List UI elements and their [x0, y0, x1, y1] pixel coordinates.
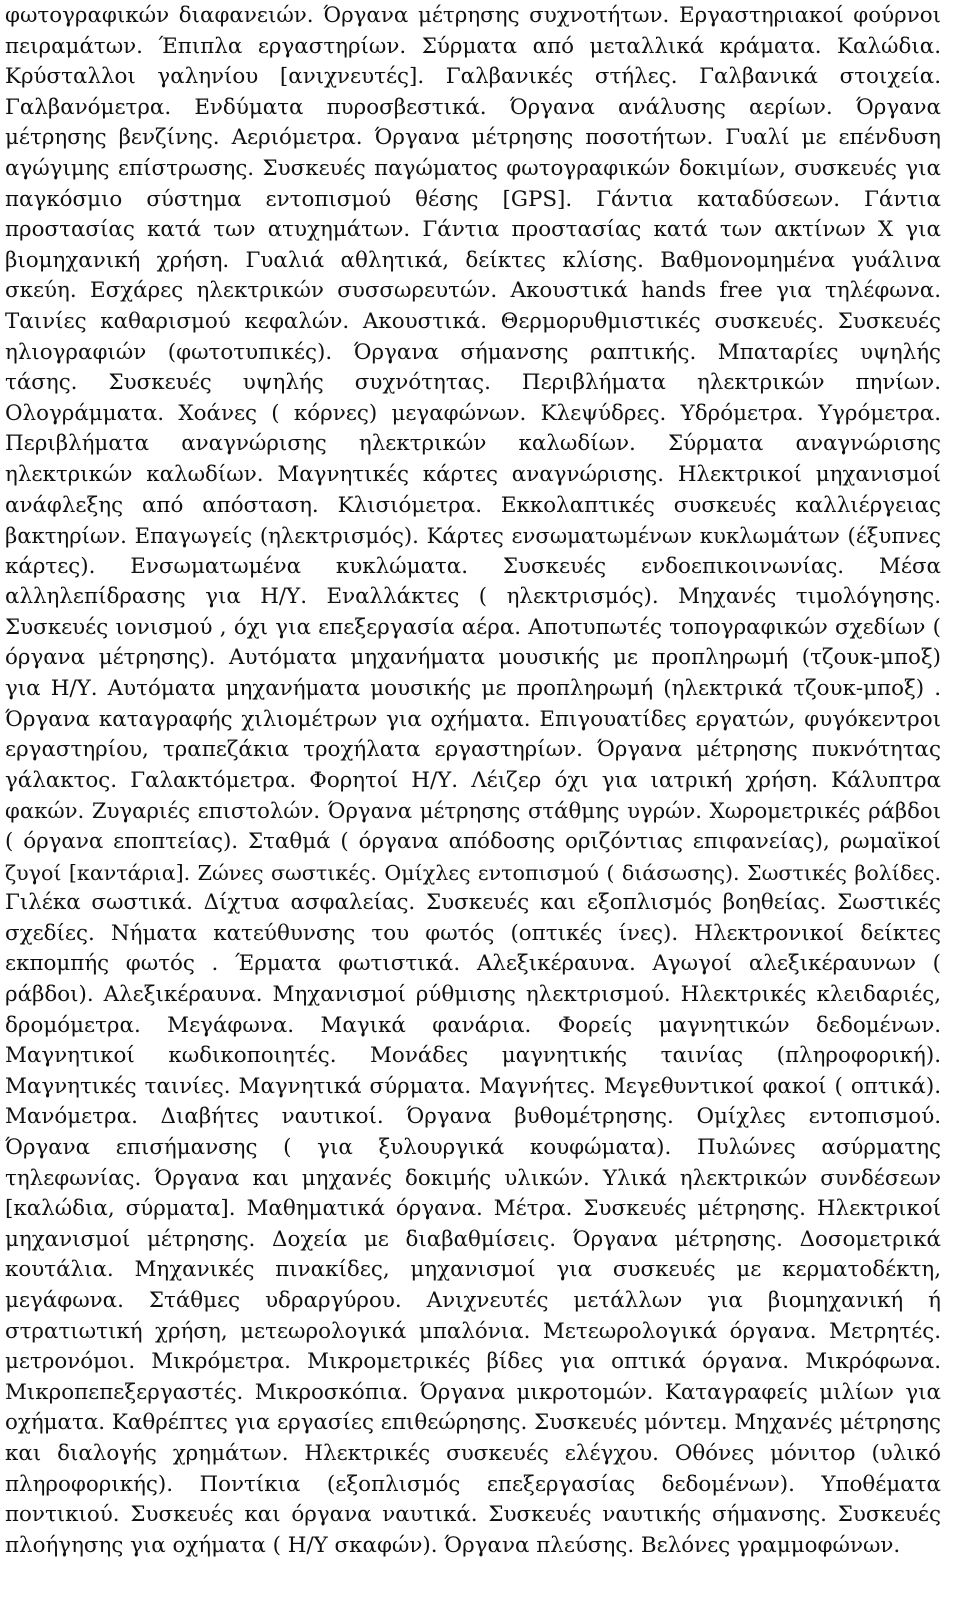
text-line: οχήματα. Καθρέπτες για εργασίες επιθεώρησης. Συσκευές μόντεμ. Μηχανές μέτρησης	[5, 1410, 941, 1436]
text-line: φακών. Ζυγαριές επιστολών. Όργανα μέτρησης στάθμης υγρών. Χωρομετρικές ράβδοι	[5, 798, 941, 824]
text-line: για Η/Υ. Αυτόματα μηχανήματα μουσικής με προπληρωμή (ηλεκτρικά τζουκ-μποξ) .	[5, 676, 941, 702]
text-line: Συσκευές ιονισμού , όχι για επεξεργασία αέρα. Αποτυπωτές τοπογραφικών σχεδίων (	[5, 614, 941, 640]
text-line: εκπομπής φωτός . Έρματα φωτιστικά. Αλεξικέραυνα. Αγωγοί αλεξικέραυνων (	[5, 951, 941, 977]
text-line: μέτρησης βενζίνης. Αεριόμετρα. Όργανα μέτρησης ποσοτήτων. Γυαλί με επένδυση	[5, 125, 941, 151]
text-line: Περιβλήματα αναγνώρισης ηλεκτρικών καλωδίων. Σύρματα αναγνώρισης	[5, 431, 941, 457]
text-line: μετρονόμοι. Μικρόμετρα. Μικρομετρικές βίδες για οπτικά όργανα. Μικρόφωνα.	[5, 1349, 941, 1375]
text-line: Γιλέκα σωστικά. Δίχτυα ασφαλείας. Συσκευές και εξοπλισμός βοηθείας. Σωστικές	[5, 890, 941, 916]
text-line: όργανα μέτρησης). Αυτόματα μηχανήματα μουσικής με προπληρωμή (τζουκ-μποξ)	[5, 645, 941, 671]
text-line: Ταινίες καθαρισμού κεφαλών. Ακουστικά. Θερμορυθμιστικές συσκευές. Συσκευές	[5, 308, 941, 334]
text-line: τάσης. Συσκευές υψηλής συχνότητας. Περιβλήματα ηλεκτρικών πηνίων.	[5, 370, 941, 396]
text-line: Κρύσταλλοι γαληνίου [ανιχνευτές]. Γαλβανικές στήλες. Γαλβανικά στοιχεία.	[5, 64, 941, 90]
text-line: κουτάλια. Μηχανικές πινακίδες, μηχανισμοί για συσκευές με κερματοδέκτη,	[5, 1257, 941, 1283]
text-line: μηχανισμοί μέτρησης. Δοχεία με διαβαθμίσεις. Όργανα μέτρησης. Δοσομετρικά	[5, 1226, 941, 1252]
text-line: Όργανα επισήμανσης ( για ξυλουργικά κουφώματα). Πυλώνες ασύρματης	[5, 1134, 941, 1160]
text-line: προστασίας κατά των ατυχημάτων. Γάντια προστασίας κατά των ακτίνων Χ για	[5, 217, 941, 243]
text-line: σχεδίες. Νήματα κατεύθυνσης του φωτός (οπτικές ίνες). Ηλεκτρονικοί δείκτες	[5, 920, 941, 946]
text-line: εργαστηρίου, τραπεζάκια τροχήλατα εργαστηρίων. Όργανα μέτρησης πυκνότητας	[5, 737, 941, 763]
text-line: σκεύη. Εσχάρες ηλεκτρικών συσσωρευτών. Ακουστικά hands free για τηλέφωνα.	[5, 278, 941, 304]
text-line: κάρτες). Ενσωματωμένα κυκλώματα. Συσκευές ενδοεπικοινωνίας. Μέσα	[5, 553, 941, 579]
text-line: ζυγοί [καντάρια]. Ζώνες σωστικές. Ομίχλες εντοπισμού ( διάσωσης). Σωστικές βολίδες.	[5, 860, 941, 885]
text-line: φωτογραφικών διαφανειών. Όργανα μέτρησης συχνοτήτων. Εργαστηριακοί φούρνοι	[5, 3, 941, 28]
text-line: ποντικιού. Συσκευές και όργανα ναυτικά. Συσκευές ναυτικής σήμανσης. Συσκευές	[5, 1502, 941, 1528]
text-line: ηλιογραφιών (φωτοτυπικές). Όργανα σήμανσης ραπτικής. Μπαταρίες υψηλής	[5, 339, 941, 365]
text-line: [καλώδια, σύρματα]. Μαθηματικά όργανα. Μέτρα. Συσκευές μέτρησης. Ηλεκτρικοί	[5, 1196, 941, 1222]
text-line: ηλεκτρικών καλωδίων. Μαγνητικές κάρτες αναγνώρισης. Ηλεκτρικοί μηχανισμοί	[5, 461, 941, 487]
text-line: παγκόσμιο σύστημα εντοπισμού θέσης [GPS]. Γάντια καταδύσεων. Γάντια	[5, 186, 941, 212]
text-line: Μανόμετρα. Διαβήτες ναυτικοί. Όργανα βυθομέτρησης. Ομίχλες εντοπισμού.	[5, 1104, 941, 1130]
text-line: βιομηχανική χρήση. Γυαλιά αθλητικά, δείκτες κλίσης. Βαθμονομημένα γυάλινα	[5, 247, 941, 273]
text-line: τηλεφωνίας. Όργανα και μηχανές δοκιμής υλικών. Υλικά ηλεκτρικών συνδέσεων	[5, 1165, 941, 1191]
text-line: βακτηρίων. Επαγωγείς (ηλεκτρισμός). Κάρτες ενσωματωμένων κυκλωμάτων (έξυπνες	[5, 523, 941, 549]
text-line: αγώγιμης επίστρωσης. Συσκευές παγώματος φωτογραφικών δοκιμίων, συσκευές για	[5, 155, 941, 181]
text-line: Μαγνητικές ταινίες. Μαγνητικά σύρματα. Μαγνήτες. Μεγεθυντικοί φακοί ( οπτικά).	[5, 1073, 941, 1099]
text-line: πειραμάτων. Έπιπλα εργαστηρίων. Σύρματα από μεταλλικά κράματα. Καλώδια.	[5, 33, 941, 59]
text-line: πληροφορικής). Ποντίκια (εξοπλισμός επεξεργασίας δεδομένων). Υποθέματα	[5, 1471, 941, 1497]
text-line: δρομόμετρα. Μεγάφωνα. Μαγικά φανάρια. Φορείς μαγνητικών δεδομένων.	[5, 1012, 941, 1038]
text-line: πλοήγησης για οχήματα ( Η/Υ σκαφών). Όργανα πλεύσης. Βελόνες γραμμοφώνων.	[5, 1532, 901, 1558]
text-line: ανάφλεξης από απόσταση. Κλισιόμετρα. Εκκολαπτικές συσκευές καλλιέργειας	[5, 492, 941, 518]
text-line: ( όργανα εποπτείας). Σταθμά ( όργανα απόδοσης οριζόντιας επιφανείας), ρωμαϊκοί	[5, 829, 941, 855]
text-line: Μαγνητικοί κωδικοποιητές. Μονάδες μαγνητικής ταινίας (πληροφορική).	[5, 1043, 941, 1069]
text-line: Μικροπεπεξεργαστές. Μικροσκόπια. Όργανα μικροτομών. Καταγραφείς μιλίων για	[5, 1379, 941, 1405]
text-line: Ολογράμματα. Χοάνες ( κόρνες) μεγαφώνων. Κλεψύδρες. Υδρόμετρα. Υγρόμετρα.	[5, 400, 941, 426]
text-line: αλληλεπίδρασης για Η/Υ. Εναλλάκτες ( ηλεκτρισμός). Μηχανές τιμολόγησης.	[5, 584, 941, 610]
text-line: στρατιωτική χρήση, μετεωρολογικά μπαλόνια. Μετεωρολογικά όργανα. Μετρητές.	[5, 1318, 941, 1344]
text-line: μεγάφωνα. Στάθμες υδραργύρου. Ανιχνευτές μετάλλων για βιομηχανική ή	[5, 1287, 941, 1313]
text-line: ράβδοι). Αλεξικέραυνα. Μηχανισμοί ρύθμισης ηλεκτρισμού. Ηλεκτρικές κλειδαριές,	[5, 982, 941, 1007]
text-line: Όργανα καταγραφής χιλιομέτρων για οχήματα. Επιγουατίδες εργατών, φυγόκεντροι	[5, 706, 941, 732]
text-line: γάλακτος. Γαλακτόμετρα. Φορητοί Η/Υ. Λέιζερ όχι για ιατρική χρήση. Κάλυπτρα	[5, 767, 941, 793]
text-line: και διαλογής χρημάτων. Ηλεκτρικές συσκευές ελέγχου. Οθόνες μόνιτορ (υλικό	[5, 1440, 941, 1466]
text-line: Γαλβανόμετρα. Ενδύματα πυροσβεστικά. Όργανα ανάλυσης αερίων. Όργανα	[5, 94, 941, 120]
